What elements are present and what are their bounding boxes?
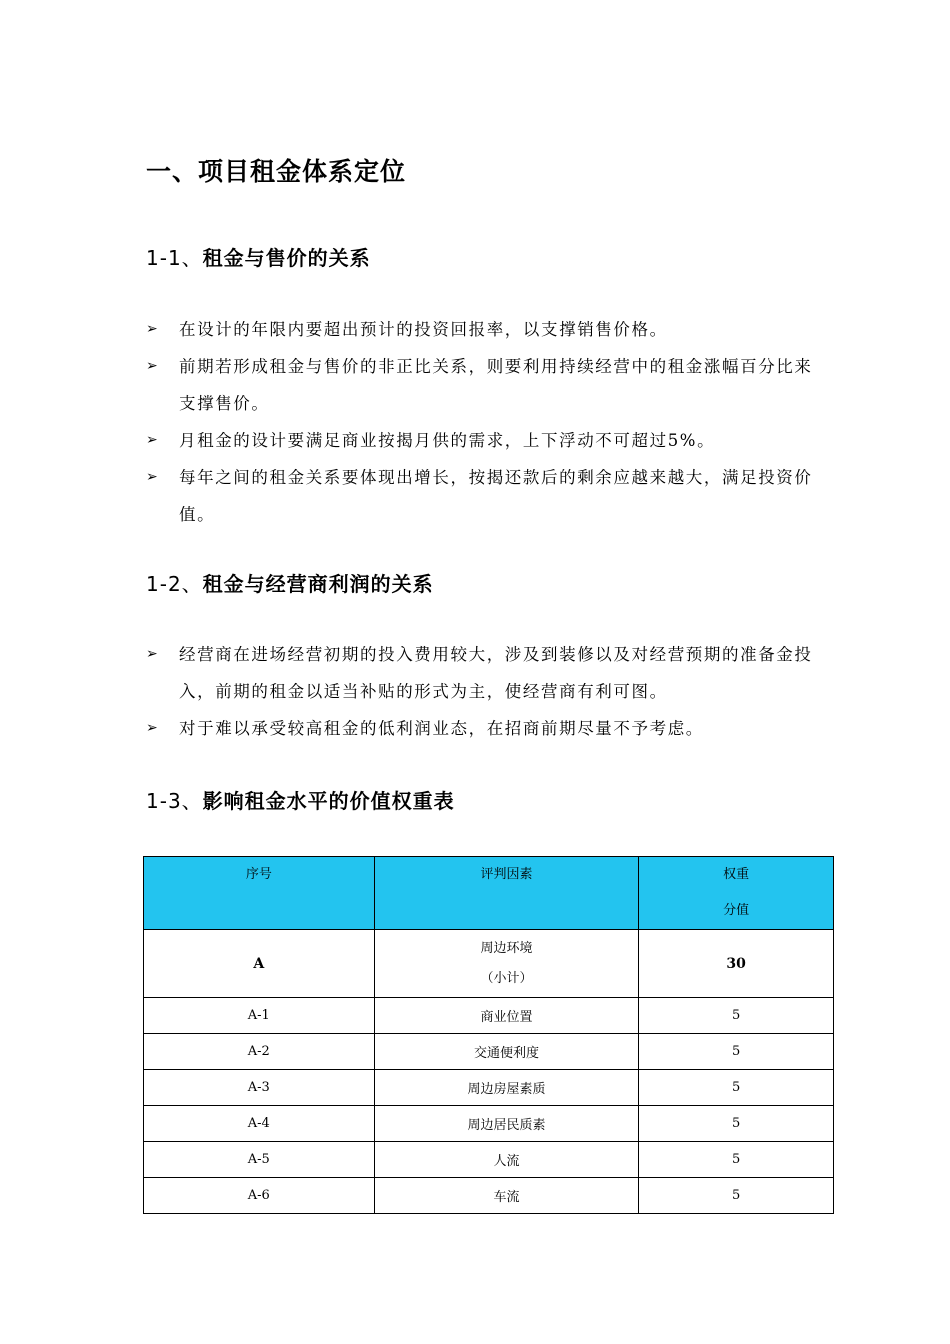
list-item: ➢ 每年之间的租金关系要体现出增长，按揭还款后的剩余应越来越大，满足投资价值。 — [146, 459, 816, 533]
section-heading-text: 租金与经营商利润的关系 — [202, 572, 434, 596]
section-heading-1-3 — [146, 785, 455, 814]
section-number: 1-3、 — [146, 789, 203, 813]
list-item: ➢ 前期若形成租金与售价的非正比关系，则要利用持续经营中的租金涨幅百分比来支撑售价。 — [146, 348, 816, 422]
bullet-list-1-1 — [146, 311, 816, 533]
arrow-bullet-icon: ➢ — [146, 646, 160, 662]
row-score: 5 — [639, 1070, 834, 1106]
section-heading-1-2 — [146, 568, 434, 597]
row-seq: A-6 — [144, 1178, 375, 1214]
table-group-row — [144, 930, 834, 998]
bullet-list-1-2 — [146, 636, 816, 747]
row-seq: A-3 — [144, 1070, 375, 1106]
header-weight: 权重 分值 — [639, 857, 834, 930]
arrow-bullet-icon: ➢ — [146, 358, 160, 374]
table-row — [144, 1142, 834, 1178]
table-header-row — [144, 857, 834, 930]
table-row — [144, 1106, 834, 1142]
list-item: ➢ 对于难以承受较高租金的低利润业态，在招商前期尽量不予考虑。 — [146, 710, 816, 747]
section-heading-text: 租金与售价的关系 — [202, 246, 371, 270]
group-seq: A — [144, 930, 375, 998]
arrow-bullet-icon: ➢ — [146, 432, 160, 448]
section-heading-text: 影响租金水平的价值权重表 — [202, 789, 455, 813]
arrow-bullet-icon: ➢ — [146, 720, 160, 736]
row-factor: 交通便利度 — [374, 1034, 639, 1070]
arrow-bullet-icon: ➢ — [146, 469, 160, 485]
row-score: 5 — [639, 1178, 834, 1214]
header-seq: 序号 — [144, 857, 375, 930]
group-score: 30 — [639, 930, 834, 998]
row-seq: A-5 — [144, 1142, 375, 1178]
table-row — [144, 1034, 834, 1070]
row-seq: A-2 — [144, 1034, 375, 1070]
row-score: 5 — [639, 1142, 834, 1178]
header-factor: 评判因素 — [374, 857, 639, 930]
row-factor: 商业位置 — [374, 998, 639, 1034]
list-item: ➢ 月租金的设计要满足商业按揭月供的需求，上下浮动不可超过5%。 — [146, 422, 816, 459]
table-row — [144, 1178, 834, 1214]
row-factor: 人流 — [374, 1142, 639, 1178]
table-row — [144, 998, 834, 1034]
list-item: ➢ 经营商在进场经营初期的投入费用较大，涉及到装修以及对经营预期的准备金投入，前期的租金以适当补贴的形式为主，使经营商有利可图。 — [146, 636, 816, 710]
section-number: 1-2、 — [146, 572, 203, 596]
group-factor: 周边环境 （小计） — [374, 930, 639, 998]
row-score: 5 — [639, 1106, 834, 1142]
row-factor: 车流 — [374, 1178, 639, 1214]
section-heading-1-1 — [146, 242, 371, 271]
table-row — [144, 1070, 834, 1106]
row-score: 5 — [639, 1034, 834, 1070]
row-seq: A-4 — [144, 1106, 375, 1142]
page-title: 一、项目租金体系定位 — [146, 157, 407, 186]
arrow-bullet-icon: ➢ — [146, 321, 160, 337]
row-score: 5 — [639, 998, 834, 1034]
row-factor: 周边居民质素 — [374, 1106, 639, 1142]
row-seq: A-1 — [144, 998, 375, 1034]
row-factor: 周边房屋素质 — [374, 1070, 639, 1106]
weight-table — [143, 856, 834, 1214]
list-item: ➢ 在设计的年限内要超出预计的投资回报率，以支撑销售价格。 — [146, 311, 816, 348]
section-number: 1-1、 — [146, 246, 203, 270]
